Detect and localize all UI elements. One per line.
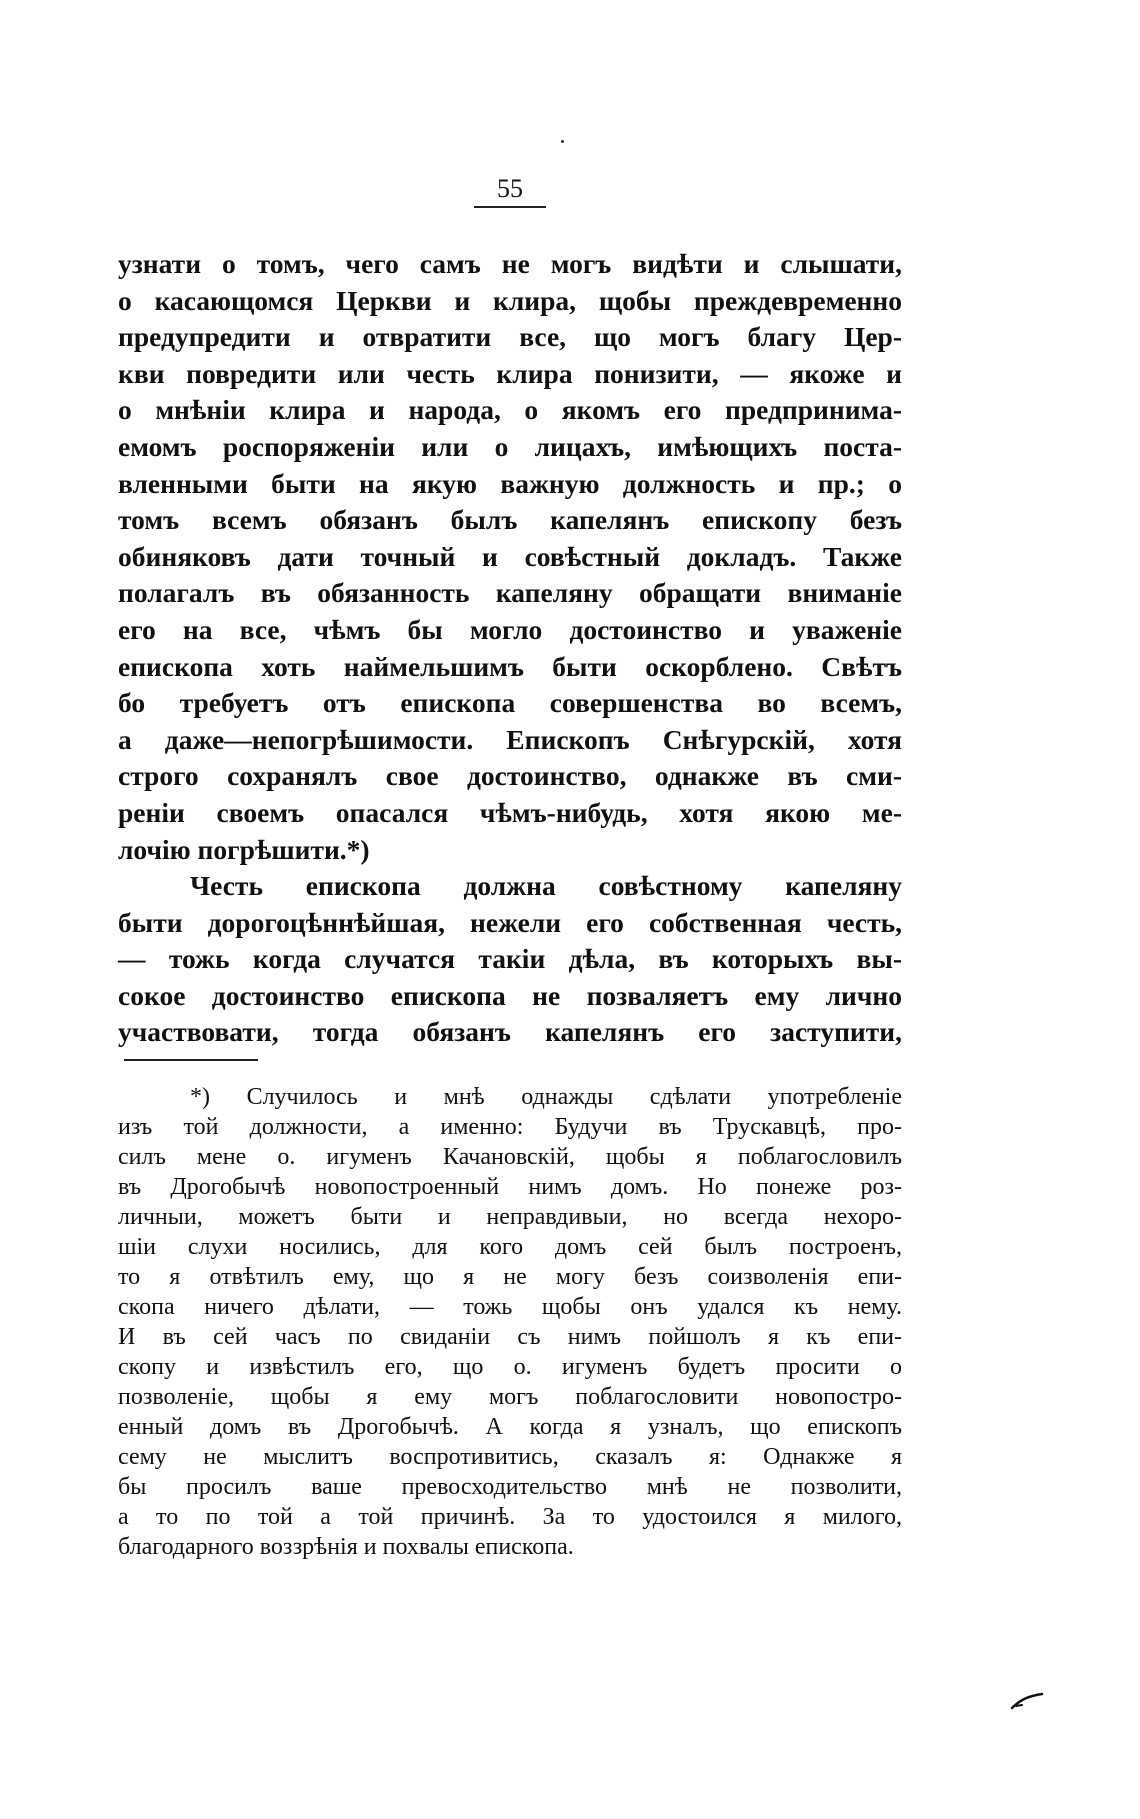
page-number-underline [474, 206, 546, 208]
main-line: вленными быти на якую важную должность и пр.; о [118, 467, 902, 499]
footnote-line: благодарного воззрѣнія и похвалы епископа. [118, 1534, 574, 1560]
main-line: бо требуетъ отъ епископа совершенства во всемъ, [118, 687, 902, 719]
footnote [118, 1082, 902, 1562]
main-line: епископа хоть наймельшимъ быти оскорблено. Свѣтъ [118, 650, 902, 682]
footnote-line: скопа ничего дѣлати, — тожь щобы онъ удался къ нему. [118, 1294, 902, 1320]
main-line: о мнѣніи клира и народа, о якомъ его предпринима- [118, 394, 902, 426]
footnote-line: скопу и извѣстилъ его, що о. игуменъ будетъ просити о [118, 1354, 902, 1380]
main-line: сокое достоинство епископа не позваляетъ ему лично [118, 979, 902, 1011]
footnote-line: то я отвѣтилъ ему, що я не могу безъ соизволенія епи- [118, 1264, 902, 1290]
main-line: быти дорогоцѣннѣйшая, нежели его собственная честь, [118, 906, 902, 938]
footnote-line: шіи слухи носились, для кого домъ сей былъ построенъ, [118, 1234, 902, 1260]
main-line: — тожь когда случатся такіи дѣла, въ которыхъ вы- [118, 943, 902, 975]
main-line: а даже—непогрѣшимости. Епископъ Снѣгурскій, хотя [118, 723, 902, 755]
footnote-line: *) Случилось и мнѣ однажды сдѣлати употребленіе [190, 1084, 902, 1110]
footnote-separator [124, 1059, 258, 1061]
footnote-line: сему не мыслитъ воспротивитись, сказалъ я: Однакже я [118, 1444, 902, 1470]
main-line: узнати о томъ, чего самъ не могъ видѣти и слышати, [118, 248, 902, 279]
footnote-line: силъ мене о. игуменъ Качановскій, щобы я поблагословилъ [118, 1144, 902, 1170]
main-line: реніи своемъ опасался чѣмъ-нибудь, хотя якою ме- [118, 796, 902, 828]
main-line: Честь епископа должна совѣстному капеляну [190, 870, 902, 902]
footnote-line: личныи, можетъ быти и неправдивыи, но всегда нехоро- [118, 1204, 902, 1230]
footnote-line: енный домъ въ Дрогобычѣ. А когда я узналъ, що епископъ [118, 1414, 902, 1440]
main-line: участвовати, тогда обязанъ капелянъ его заступити, [118, 1016, 902, 1048]
footnote-line: въ Дрогобычѣ новопостроенный нимъ домъ. Но понеже роз- [118, 1174, 902, 1200]
ink-dot [561, 140, 564, 143]
ink-mark-icon [1010, 1692, 1044, 1710]
page-number: 55 [497, 174, 523, 203]
main-line: кви повредити или честь клира понизити, — якоже и [118, 357, 902, 389]
main-line: строго сохранялъ свое достоинство, однакже въ сми- [118, 760, 902, 792]
main-line: лочію погрѣшити.*) [118, 833, 370, 865]
footnote-line: бы просилъ ваше превосходительство мнѣ не позволити, [118, 1474, 902, 1500]
footnote-line: позволеніе, щобы я ему могъ поблагословити новопостро- [118, 1384, 902, 1410]
footnote-line: изъ той должности, а именно: Будучи въ Трускавцѣ, про- [118, 1114, 902, 1140]
footnote-line: а то по той а той причинѣ. За то удостоился я милого, [118, 1504, 902, 1530]
main-line: томъ всемъ обязанъ былъ капелянъ епископу безъ [118, 504, 902, 536]
main-line: обиняковъ дати точный и совѣстный докладъ. Также [118, 540, 902, 572]
main-line: предупредити и отвратити все, що могъ благу Цер- [118, 321, 902, 353]
main-line: его на все, чѣмъ бы могло достоинство и уваженіе [118, 613, 902, 645]
main-line: полагалъ въ обязанность капеляну обращати вниманіе [118, 577, 902, 609]
main-line: емомъ роспоряженіи или о лицахъ, имѣющихъ поста- [118, 430, 902, 462]
footnote-line: И въ сей часъ по свиданіи съ нимъ пойшолъ я къ епи- [118, 1324, 902, 1350]
main-text [118, 246, 902, 1051]
main-line: о касающомся Церкви и клира, щобы преждевременно [118, 284, 902, 316]
